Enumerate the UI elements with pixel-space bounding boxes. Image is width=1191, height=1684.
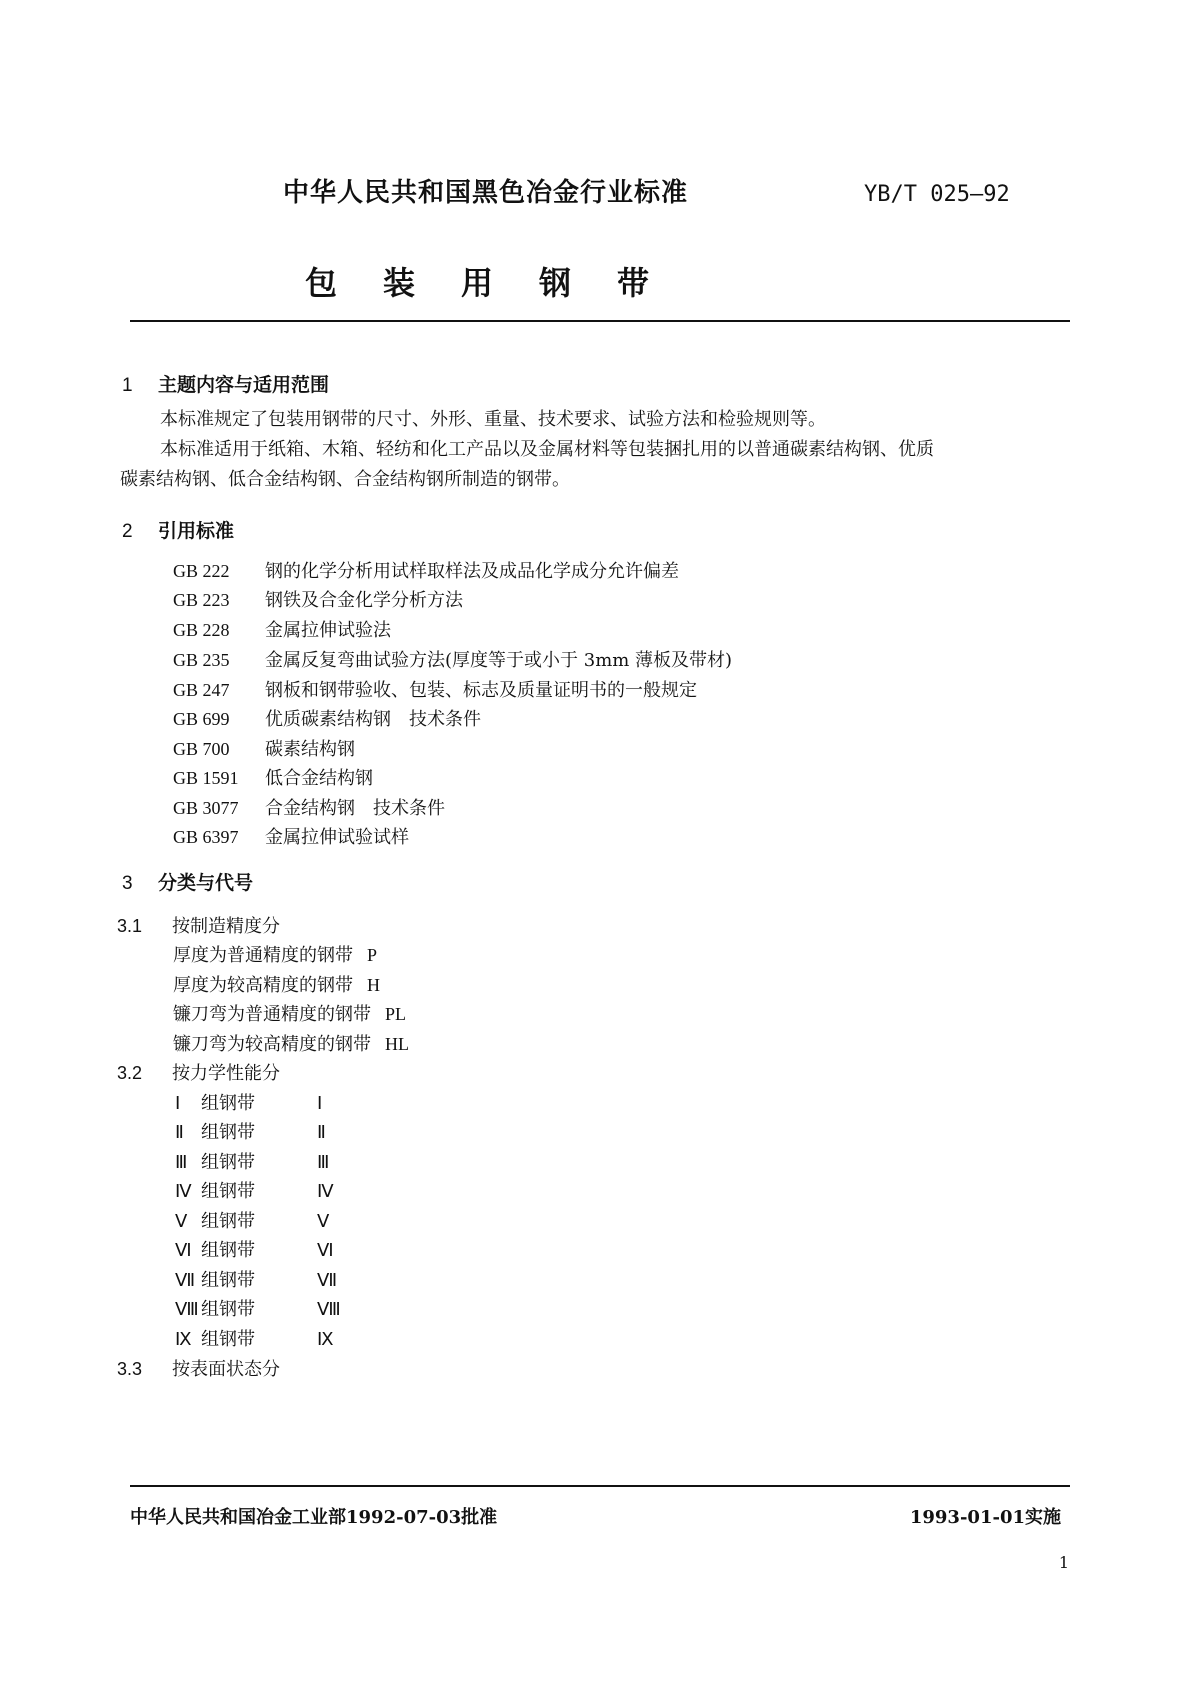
group-code: Ⅷ: [317, 1299, 341, 1319]
precision-code: HL: [385, 1034, 409, 1054]
subsection-3-3-title: 按表面状态分: [172, 1359, 280, 1380]
standard-category-title: 中华人民共和国黑色冶金行业标准: [283, 178, 689, 208]
group-item: [175, 1207, 329, 1233]
reference-item: [173, 823, 409, 849]
page-number: 1: [1058, 1553, 1069, 1572]
section-3-heading: [122, 868, 253, 895]
group-roman: Ⅵ: [175, 1240, 192, 1260]
reference-title: 金属拉伸试验法: [265, 620, 391, 641]
precision-item: [173, 1030, 409, 1056]
reference-code: GB 235: [173, 650, 230, 670]
reference-item: [173, 705, 481, 731]
reference-code: GB 247: [173, 680, 230, 700]
reference-title: 优质碳素结构钢 技术条件: [265, 709, 481, 730]
group-roman: Ⅸ: [175, 1329, 192, 1349]
group-label: 组钢带: [201, 1240, 255, 1261]
precision-label: 镰刀弯为普通精度的钢带: [173, 1004, 371, 1025]
reference-title: 合金结构钢 技术条件: [265, 798, 445, 819]
subsection-3-2-number: 3.2: [117, 1063, 143, 1083]
precision-code: PL: [385, 1004, 407, 1024]
subsection-3-1-heading: [117, 912, 280, 938]
group-item: [175, 1236, 334, 1262]
group-item: [175, 1148, 329, 1174]
reference-item: [173, 735, 355, 761]
reference-item: [173, 764, 373, 790]
reference-title: 钢铁及合金化学分析方法: [265, 590, 463, 611]
reference-item: [173, 616, 391, 642]
group-label: 组钢带: [201, 1299, 255, 1320]
group-code: Ⅶ: [317, 1270, 338, 1290]
precision-code: P: [367, 945, 378, 965]
footer-divider: [130, 1485, 1070, 1487]
group-code: Ⅴ: [317, 1211, 330, 1231]
precision-label: 厚度为较高精度的钢带: [173, 975, 353, 996]
section-1-number: 1: [122, 375, 133, 396]
section-3-number: 3: [122, 873, 133, 894]
subsection-3-3-heading: [117, 1355, 280, 1381]
group-label: 组钢带: [201, 1181, 255, 1202]
reference-code: GB 3077: [173, 798, 239, 818]
group-item: [175, 1266, 337, 1292]
reference-code: GB 223: [173, 590, 230, 610]
group-roman: Ⅶ: [175, 1270, 196, 1290]
group-label: 组钢带: [201, 1093, 255, 1114]
reference-title: 碳素结构钢: [265, 739, 355, 760]
group-label: 组钢带: [201, 1270, 255, 1291]
standard-number: YB/T 025—92: [864, 182, 1010, 207]
precision-item: [173, 1000, 406, 1026]
group-label: 组钢带: [201, 1329, 255, 1350]
group-roman: Ⅳ: [175, 1181, 192, 1201]
reference-code: GB 699: [173, 709, 230, 729]
reference-item: [173, 794, 445, 820]
group-item: [175, 1089, 322, 1115]
effective-date: 1993-01-01实施: [909, 1507, 1061, 1528]
reference-title: 金属拉伸试验试样: [265, 827, 409, 848]
precision-label: 厚度为普通精度的钢带: [173, 945, 353, 966]
group-item: [175, 1325, 334, 1351]
group-item: [175, 1177, 334, 1203]
group-code: Ⅲ: [317, 1152, 330, 1172]
section-2-heading: [122, 516, 234, 543]
reference-code: GB 228: [173, 620, 230, 640]
precision-item: [173, 941, 377, 967]
section-3-title: 分类与代号: [158, 872, 254, 894]
reference-code: GB 700: [173, 739, 230, 759]
group-roman: Ⅷ: [175, 1299, 199, 1319]
section-1-para-1: 本标准规定了包装用钢带的尺寸、外形、重量、技术要求、试验方法和检验规则等。: [160, 409, 826, 430]
section-1-para-2-line-1: 本标准适用于纸箱、木箱、轻纺和化工产品以及金属材料等包装捆扎用的以普通碳素结构钢、优质: [160, 439, 934, 460]
group-roman: Ⅴ: [175, 1211, 188, 1231]
reference-item: [173, 676, 697, 702]
reference-code: GB 1591: [173, 768, 239, 788]
group-code: Ⅳ: [317, 1181, 334, 1201]
group-code: Ⅵ: [317, 1240, 334, 1260]
reference-item: [173, 586, 463, 612]
subsection-3-1-number: 3.1: [117, 916, 143, 936]
group-code: Ⅰ: [317, 1093, 323, 1113]
reference-title: 钢的化学分析用试样取样法及成品化学成分允许偏差: [265, 561, 679, 582]
group-code: Ⅱ: [317, 1122, 326, 1142]
subsection-3-1-title: 按制造精度分: [172, 916, 280, 937]
reference-title: 钢板和钢带验收、包装、标志及质量证明书的一般规定: [265, 680, 697, 701]
group-roman: Ⅰ: [175, 1093, 181, 1113]
document-title: 包装用钢带: [305, 264, 696, 302]
precision-item: [173, 971, 380, 997]
approval-line: 中华人民共和国冶金工业部1992-07-03批准: [130, 1507, 498, 1528]
section-1-title: 主题内容与适用范围: [158, 374, 330, 396]
group-label: 组钢带: [201, 1211, 255, 1232]
group-roman: Ⅲ: [175, 1152, 188, 1172]
title-divider: [130, 320, 1070, 322]
section-1-para-2-line-2: 碳素结构钢、低合金结构钢、合金结构钢所制造的钢带。: [120, 469, 570, 490]
group-roman: Ⅱ: [175, 1122, 184, 1142]
subsection-3-3-number: 3.3: [117, 1359, 143, 1379]
reference-item: [173, 557, 679, 583]
group-label: 组钢带: [201, 1122, 255, 1143]
reference-code: GB 6397: [173, 827, 239, 847]
group-code: Ⅸ: [317, 1329, 334, 1349]
group-label: 组钢带: [201, 1152, 255, 1173]
reference-code: GB 222: [173, 561, 230, 581]
section-2-number: 2: [122, 521, 133, 542]
subsection-3-2-heading: [117, 1059, 280, 1085]
section-2-title: 引用标准: [158, 520, 235, 542]
reference-title: 金属反复弯曲试验方法(厚度等于或小于 3mm 薄板及带材): [265, 650, 733, 671]
subsection-3-2-title: 按力学性能分: [172, 1063, 280, 1084]
reference-item: [173, 646, 732, 672]
reference-title: 低合金结构钢: [265, 768, 373, 789]
precision-label: 镰刀弯为较高精度的钢带: [173, 1034, 371, 1055]
group-item: [175, 1118, 326, 1144]
precision-code: H: [367, 975, 380, 995]
group-item: [175, 1295, 341, 1321]
section-1-heading: [122, 370, 329, 397]
